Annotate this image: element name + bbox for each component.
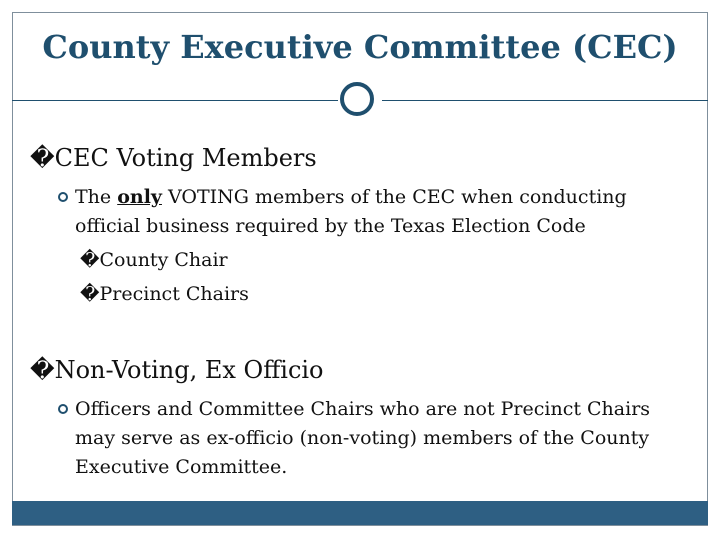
heading-bullet-icon: � <box>30 356 55 384</box>
detail-text-start: The <box>75 186 118 208</box>
detail-text-end: VOTING members of the CEC when conducting official business required by the Texas Election Code <box>75 186 627 237</box>
sub-item-bullet-icon: � <box>80 249 100 271</box>
divider-circle-icon <box>340 82 374 116</box>
section-heading-non-voting <box>30 356 324 384</box>
sub-item-bullet-icon: � <box>80 283 100 305</box>
sub-item-precinct-chairs <box>80 283 249 305</box>
footer-bar <box>12 501 708 525</box>
voting-members-text <box>75 183 695 241</box>
ring-bullet-icon <box>58 404 68 414</box>
heading-bullet-icon: � <box>30 144 55 172</box>
sub-item-county-chair <box>80 249 228 271</box>
section-heading-voting-members <box>30 144 317 172</box>
ring-bullet-icon <box>58 192 68 202</box>
non-voting-text: Officers and Committee Chairs who are not Precinct Chairs may serve as ex-officio (non-voting) members of the County Executive Committee. <box>75 398 651 478</box>
title-divider-left <box>12 100 338 101</box>
section-heading-label: Non-Voting, Ex Officio <box>54 356 324 384</box>
sub-item-label: Precinct Chairs <box>99 283 249 305</box>
sub-item-label: County Chair <box>99 249 228 271</box>
detail-emphasis: only <box>117 186 162 208</box>
title-divider-right <box>382 100 708 101</box>
section-heading-label: CEC Voting Members <box>54 144 317 172</box>
slide-title: County Executive Committee (CEC) <box>42 28 678 66</box>
